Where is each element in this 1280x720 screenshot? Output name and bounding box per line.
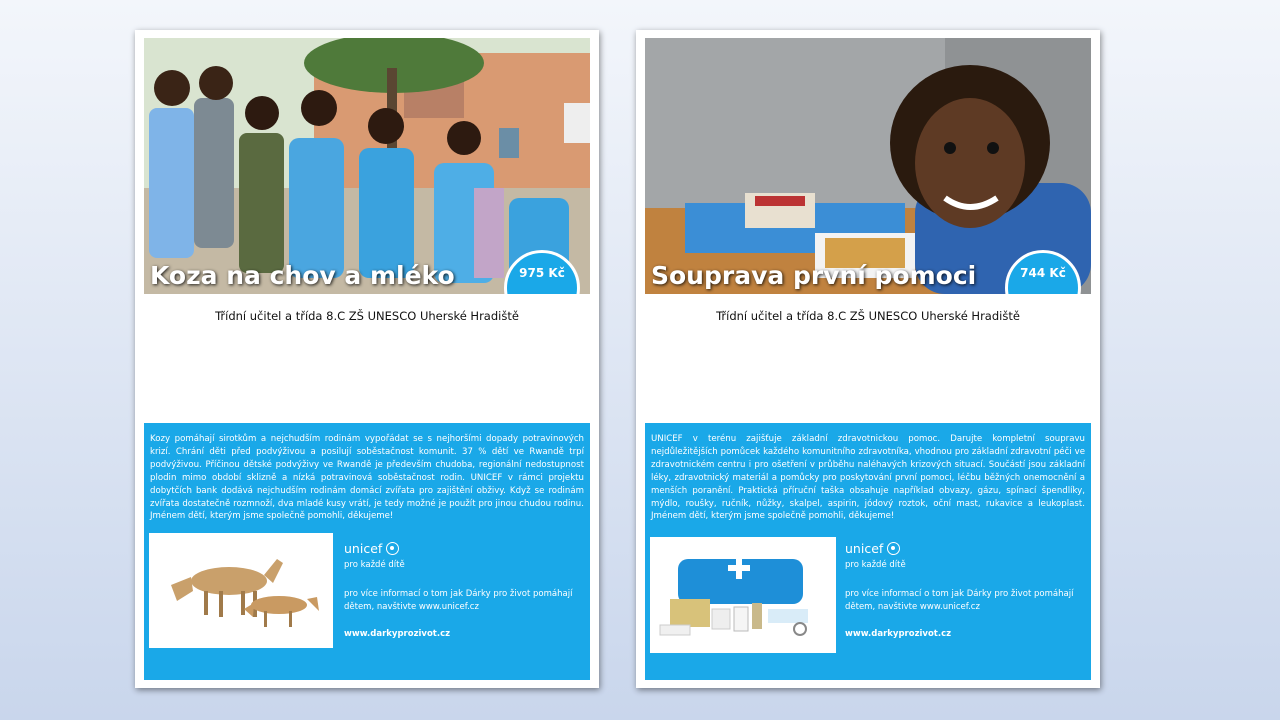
giver-line: Třídní učitel a třída 8.C ZŠ UNESCO Uherské Hradiště (215, 309, 519, 323)
gift-description: UNICEF v terénu zajišťuje základní zdravotnickou pomoc. Darujte kompletní soupravu nejdůležitějších pomůcek každého komunitního zdravotníka, vhodnou pro základní zdravotní péči ve zdravotnickém centru i pro ošetření v průběhu naléhavých krizových situací. Součástí jsou základní léky, zdravotnický materiál a pomůcky pro poskytování první pomoci, léčbu běžných onemocnění a menších poranění. Praktická příruční taška obsahuje například obvazy, gázu, spínací špendlíky, mýdlo, roušky, ručník, nůžky, skalpel, aspirin, jódový roztok, oční mast, rukavice a leukoplast. Jménem dětí, kterým jsme společně pomohli, děkujeme! (651, 434, 1085, 522)
gift-title: Koza na chov a mléko (150, 261, 455, 290)
unicef-logo (845, 541, 1085, 556)
unicef-tagline: pro každé dítě (845, 560, 906, 570)
unicef-globe-icon (386, 542, 399, 555)
girl-photo (645, 38, 1091, 294)
unicef-wordmark: unicef (845, 541, 884, 556)
more-info-text: pro více informací o tom jak Dárky pro život pomáhají dětem, navštivte www.unicef.cz (344, 589, 573, 612)
first-aid-kit-image (650, 537, 836, 653)
unicef-tagline: pro každé dítě (344, 560, 405, 570)
unicef-wordmark: unicef (344, 541, 383, 556)
unicef-globe-icon (887, 542, 900, 555)
website-link[interactable]: www.darkyprozivot.cz (344, 629, 451, 639)
price-label: 744 Kč (1020, 266, 1066, 280)
goat-image (149, 533, 333, 648)
gift-card-first-aid (636, 30, 1100, 688)
info-panel (144, 423, 590, 680)
gift-card-goat (135, 30, 599, 688)
info-panel (645, 423, 1091, 680)
price-label: 975 Kč (519, 266, 565, 280)
gift-description: Kozy pomáhají sirotkům a nejchudším rodinám vypořádat se s nejhoršími dopady potravinových krizí. Chrání děti před podvýživou a posilují soběstačnost komunit. 37 % dětí ve Rwandě trpí podvýživou. Příčinou dětské podvýživy ve Rwandě je především chudoba, regionální nedostupnost plodin mimo období sklizně a nízká potravinová soběstačnost rodin. UNICEF v rámci projektu dobytčích bank dodává nejchudším rodinám domácí zvířata pro zajištění obživy. Když se rodinám zvířata dostatečně rozmnoží, dva mladé kusy vrátí, je tedy možné je použít pro jinou chudou rodinu. Jménem dětí, kterým jsme společně pomohli, děkujeme! (150, 434, 584, 522)
website-link[interactable]: www.darkyprozivot.cz (845, 629, 952, 639)
gift-title: Souprava první pomoci (651, 261, 977, 290)
children-photo (144, 38, 590, 294)
unicef-info (344, 541, 584, 639)
unicef-info (845, 541, 1085, 639)
unicef-logo (344, 541, 584, 556)
giver-line: Třídní učitel a třída 8.C ZŠ UNESCO Uherské Hradiště (716, 309, 1020, 323)
more-info-text: pro více informací o tom jak Dárky pro život pomáhají dětem, navštivte www.unicef.cz (845, 589, 1074, 612)
